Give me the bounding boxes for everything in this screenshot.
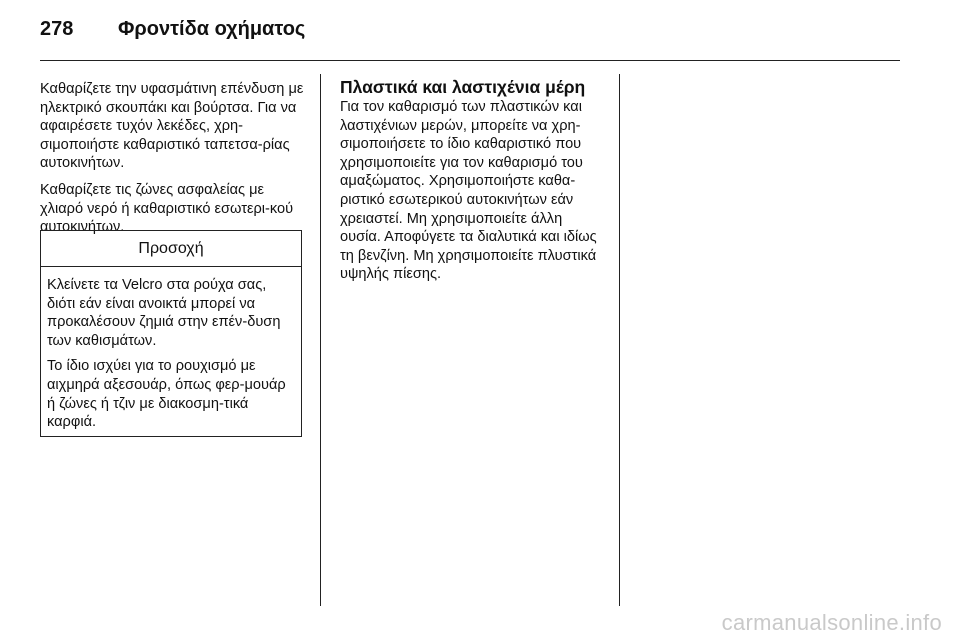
column-divider-left <box>320 74 321 606</box>
upholstery-paragraph: Καθαρίζετε την υφασμάτινη επένδυση με ηλεκτρικό σκουπάκι και βούρτσα. Για να αφαιρέσετε τυχόν λεκέδες, χρη-σιμοποιήστε καθαριστικό ταπετσα-ρίας αυτοκινήτων. <box>40 81 304 172</box>
caution-body <box>41 267 301 432</box>
caution-box <box>40 230 302 437</box>
caution-paragraph: Το ίδιο ισχύει για το ρουχισμό με αιχμηρά αξεσουάρ, όπως φερ-μουάρ ή ζώνες ή τζιν με διακοσμη-τικά καρφιά. <box>47 358 286 431</box>
plastics-paragraph: Για τον καθαρισμό των πλαστικών και λαστιχένιων μερών, μπορείτε να χρη-σιμοποιήσετε το ίδιο καθαριστικό που χρησιμοποιείτε για τον καθαρισμό του αμαξώματος. Χρησιμοποιήστε καθα-ριστικό εσωτερικού αυτοκινήτων εάν χρειαστεί. Μη χρησιμοποιείτε άλλη ουσία. Αποφύγετε τα διαλυτικά και ιδίως τη βενζίνη. Μη χρησιμοποιείτε πλυστικά υψηλής πίεσης. <box>340 99 597 283</box>
middle-column <box>340 77 606 292</box>
header-rule <box>40 60 900 61</box>
plastics-heading: Πλαστικά και λαστιχένια μέρη <box>340 77 586 97</box>
column-divider-right <box>619 74 620 606</box>
seatbelt-paragraph: Καθαρίζετε τις ζώνες ασφαλείας με χλιαρό νερό ή καθαριστικό εσωτερι-κού αυτοκινήτων. <box>40 181 294 236</box>
caution-paragraph: Κλείνετε τα Velcro στα ρούχα σας, διότι εάν είναι ανοικτά μπορεί να προκαλέσουν ζημιά στην επέν-δυση των καθισμάτων. <box>47 277 281 349</box>
page-number: 278 <box>40 18 74 40</box>
section-title: Φροντίδα οχήματος <box>118 18 306 40</box>
page-header <box>40 18 900 48</box>
watermark-text: carmanualsonline.info <box>721 610 942 635</box>
left-column <box>40 80 304 245</box>
caution-title: Προσοχή <box>41 231 301 267</box>
